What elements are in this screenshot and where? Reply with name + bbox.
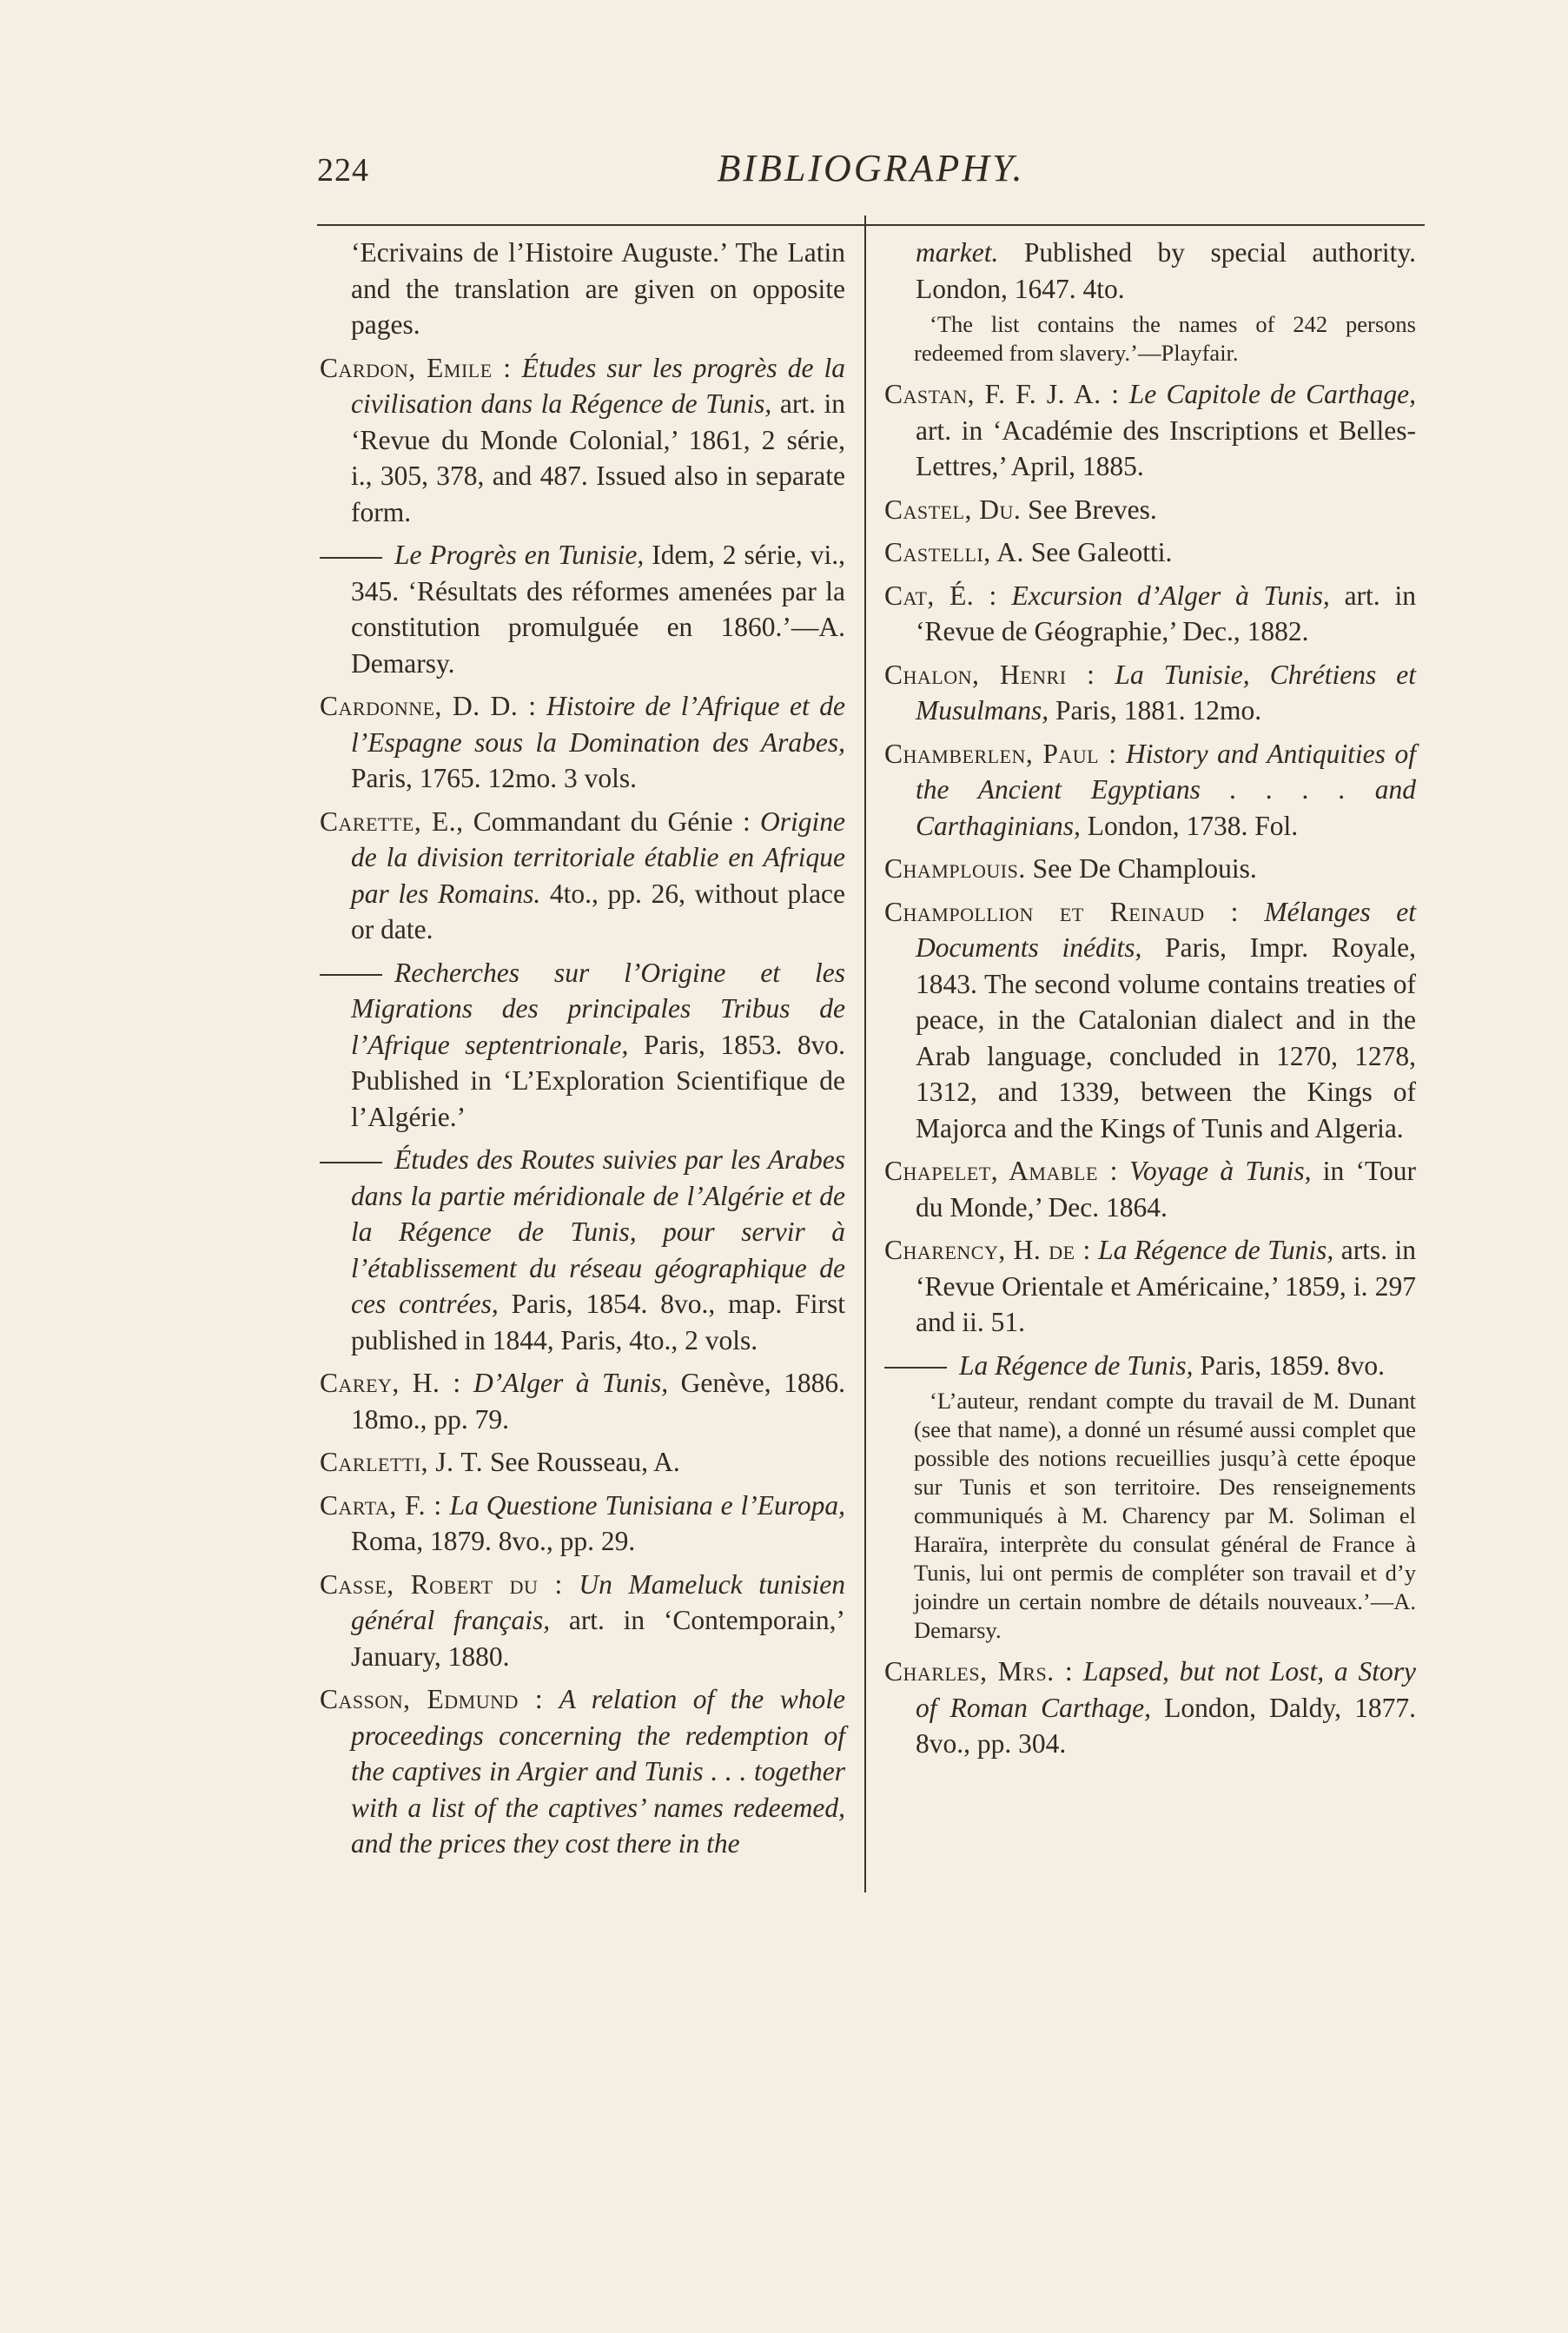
entry-details: Roma, 1879. 8vo., pp. 29. [351,1526,636,1556]
bibliography-entry [884,1348,1416,1384]
entry-author: Cat, É. : [884,580,997,611]
bibliography-entry [884,736,1416,845]
entry-author: Chapelet, Amable : [884,1156,1118,1186]
bibliography-entry [320,804,845,948]
bibliography-entry [884,657,1416,729]
entry-details: Paris, 1853. 8vo. Published in ‘L’Exploration Scientifique de l’Algérie.’ [351,1029,846,1132]
entry-author: Champollion et Reinaud : [884,896,1239,927]
ditto-dash [320,1162,382,1163]
work-title: Lapsed, but not Lost, a Story of Roman Carthage, [916,1656,1416,1723]
entry-details: See Rousseau, A. [483,1447,680,1477]
bibliography-entry [884,376,1416,485]
entry-details: Paris, 1765. 12mo. 3 vols. [351,763,638,793]
header-rule [317,224,1425,226]
bibliography-entry [884,1153,1416,1225]
continuation-text [320,235,845,343]
entry-author: Carette, E., [320,805,464,837]
entry-details: Paris, Impr. Royale, 1843. The second volume contains treaties of peace, in the Catalonian dialect and in the Arab language, concluded in 1270, 1278, 1312, and 1339, between the Kings of Majorca and the Kings of Tunis and Algeria. [916,932,1416,1143]
quoted-note: ‘The list contains the names of 242 persons redeemed from slavery.’—Playfair. [914,311,1416,366]
work-title: D’Alger à Tunis, [473,1368,669,1398]
entry-details: Published by special authority. London, 1647. 4to. [916,237,1416,304]
entry-author: Casson, Edmund : [320,1684,544,1714]
entry-author-note: Commandant du Génie : [463,805,760,837]
entry-author: Champlouis. [884,853,1026,884]
work-title: Un Mameluck tunisien général français, [351,1568,845,1635]
work-title: Origine de la division territoriale établie en Afrique par les Romains. [351,805,845,909]
work-title: La Questione Tunisiana e l’Europa, [449,1489,845,1521]
entry-author: Cardonne, D. D. : [320,691,537,721]
bibliography-entry [884,492,1416,528]
column-divider [864,215,866,1892]
entry-details: Paris, 1881. 12mo. [1049,695,1262,726]
bibliography-entry [884,1232,1416,1341]
page-number: 224 [317,152,369,189]
entry-details: See De Champlouis. [1025,853,1257,884]
entry-details: arts. in ‘Revue Orientale et Américaine,’ 1859, i. 297 and ii. 51. [916,1235,1416,1337]
entry-author: Carey, H. : [320,1368,461,1398]
work-title: Études des Routes suivies par les Arabes dans la partie méridionale de l’Algérie et de la Régence de Tunis, pour servir à l’établissement du réseau géographique de ces contrées, [351,1144,845,1319]
ditto-dash [320,974,382,976]
bibliography-entry [320,1567,845,1675]
entry-author: Chamberlen, Paul : [884,738,1117,769]
bibliography-entry [320,1681,845,1862]
entry-author: Castel, Du. [884,494,1022,525]
entry-details: art. in ‘Revue de Géographie,’ Dec., 1882. [916,580,1416,646]
entry-author: Castan, F. F. J. A. : [884,379,1120,409]
entry-details: art. in ‘Académie des Inscriptions et Belles-Lettres,’ April, 1885. [916,414,1416,481]
work-title: Recherches sur l’Origine et les Migrations des principales Tribus de l’Afrique septentrionale, [351,957,845,1060]
bibliography-entry [320,1365,845,1437]
entry-author: Chalon, Henri : [884,659,1095,690]
work-title: Le Progrès en Tunisie, [394,540,645,570]
entry-details: Paris, 1859. 8vo. [1193,1349,1385,1381]
ditto-dash [320,557,382,559]
entry-author: Cardon, Emile : [320,352,512,383]
work-title: Mélanges et Documents inédits, [916,896,1417,963]
bibliography-entry [320,350,845,531]
work-title: La Régence de Tunis, [959,1349,1194,1381]
entry-details: art. in ‘Revue du Monde Colonial,’ 1861, 2 série, i., 305, 378, and 487. Issued also in separate form. [351,388,845,527]
work-title: La Tunisie, Chrétiens et Musulmans, [916,659,1417,726]
work-title: Études sur les progrès de la civilisation dans la Régence de Tunis, [351,352,846,419]
entry-author: Castelli, A. [884,537,1024,567]
work-title: market. [916,237,999,268]
entry-details: See Breves. [1021,494,1157,525]
entry-author: Carletti, J. T. [320,1447,484,1477]
entry-author: Charency, H. de : [884,1235,1091,1265]
entry-author: Carta, F. : [320,1489,442,1521]
bibliography-entry [884,851,1416,887]
entry-details: Paris, 1854. 8vo., map. First published in 1844, Paris, 4to., 2 vols. [351,1289,845,1355]
bibliography-entry [320,1444,845,1481]
bibliography-entry [320,688,845,797]
entry-author: Casse, Robert du : [320,1568,563,1600]
quoted-note: ‘L’auteur, rendant compte du travail de M. Dunant (see that name), a donné un résumé aussi complet que possible des notions recueillies jusqu’à cette époque sur Tunis et son territoire. Des renseignements communiqués à M. Charency par M. Soliman el Haraïra, interprète du consulat général de France à Tunis, lui ont permis de compléter son travail et d’y joindre un certain nombre de détails nouveaux.’—A. Demarsy. [914,1388,1416,1643]
ditto-dash [884,1367,947,1369]
right-column [884,235,1416,1762]
bibliography-entry [884,1654,1416,1762]
bibliography-entry [320,1488,845,1560]
left-column [320,235,845,1862]
page-header [317,146,1425,198]
bibliography-entry [884,534,1416,571]
entry-details: Idem, 2 série, vi., 345. ‘Résultats des réformes amenées par la constitution promulguée en 1860.’—A. Demarsy. [351,540,846,679]
entry-details: art. in ‘Contemporain,’ January, 1880. [351,1605,845,1672]
running-title: BIBLIOGRAPHY. [717,147,1025,189]
work-title: A relation of the whole proceedings concerning the redemption of the captives in Argier and Tunis . . . together with a list of the captives’ names redeemed, and the prices they cost there in the [351,1684,845,1859]
continuation-text [884,235,1416,307]
work-title: Excursion d’Alger à Tunis, [1011,580,1330,611]
para-text: ‘Ecrivains de l’Histoire Auguste.’ The Latin and the translation are given on opposite pages. [351,237,845,340]
work-title: Le Capitole de Carthage, [1128,379,1417,409]
entry-details: London, 1738. Fol. [1080,810,1299,841]
work-title: History and Antiquities of the Ancient Egyptians . . . . and Carthaginians, [916,738,1416,841]
entry-details: London, Daldy, 1877. 8vo., pp. 304. [916,1692,1416,1759]
bibliography-entry [884,578,1416,650]
entry-details: Genève, 1886. 18mo., pp. 79. [351,1368,845,1435]
bibliography-entry [320,1142,845,1358]
work-title: Histoire de l’Afrique et de l’Espagne sous la Domination des Arabes, [351,691,845,758]
entry-details: See Galeotti. [1023,537,1173,567]
work-title: Voyage à Tunis, [1129,1156,1312,1186]
entry-details: 4to., pp. 26, without place or date. [351,878,846,944]
bibliography-entry [320,955,845,1136]
entry-details: in ‘Tour du Monde,’ Dec. 1864. [916,1156,1416,1223]
bibliography-entry [320,537,845,681]
work-title: La Régence de Tunis, [1098,1235,1334,1265]
entry-author: Charles, Mrs. : [884,1656,1074,1687]
bibliography-entry [884,894,1416,1147]
